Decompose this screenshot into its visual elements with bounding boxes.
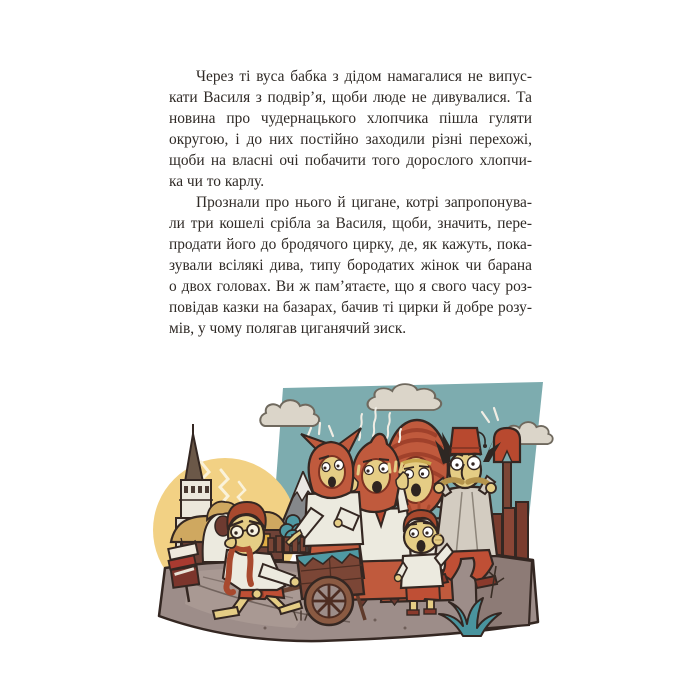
- text-line: зували всілякі дива, типу бородатих жінок чи барана: [169, 257, 532, 274]
- text-line: ка чи то карлу.: [169, 173, 265, 190]
- text-line: кати Василя з подвір’я, щоби люде не дивувалися. Та: [169, 89, 532, 106]
- text-line: новина про чудернацького хлопчика пішла гуляти: [169, 110, 532, 127]
- text-line: продати його до бродячого цирку, де, як кажуть, пока-: [169, 236, 532, 253]
- text-line: щоби на власні очі побачити того дорослого хлопчи-: [169, 152, 532, 169]
- text-line: о двох головах. Ви ж пам’ятаєте, що я свого часу роз-: [169, 278, 532, 295]
- paragraph: [169, 192, 532, 339]
- paragraph: [169, 66, 532, 192]
- text-line: Прознали про нього й цигане, котрі запропонува-: [196, 194, 532, 211]
- text-line: Через ті вуса бабка з дідом намагалися не випус-: [196, 68, 532, 85]
- text-block: [169, 66, 532, 339]
- text-line: ли три кошелі срібла за Василя, щоби, значить, пере-: [169, 215, 532, 232]
- text-line: округою, і до них постійно заходили різні перехожі,: [169, 131, 532, 148]
- text-line: повідав казки на базарах, бачив ті цирки й добре розу-: [169, 299, 532, 316]
- text-line: мів, у чому полягав циганячий зиск.: [169, 320, 407, 337]
- illustration: [145, 370, 565, 665]
